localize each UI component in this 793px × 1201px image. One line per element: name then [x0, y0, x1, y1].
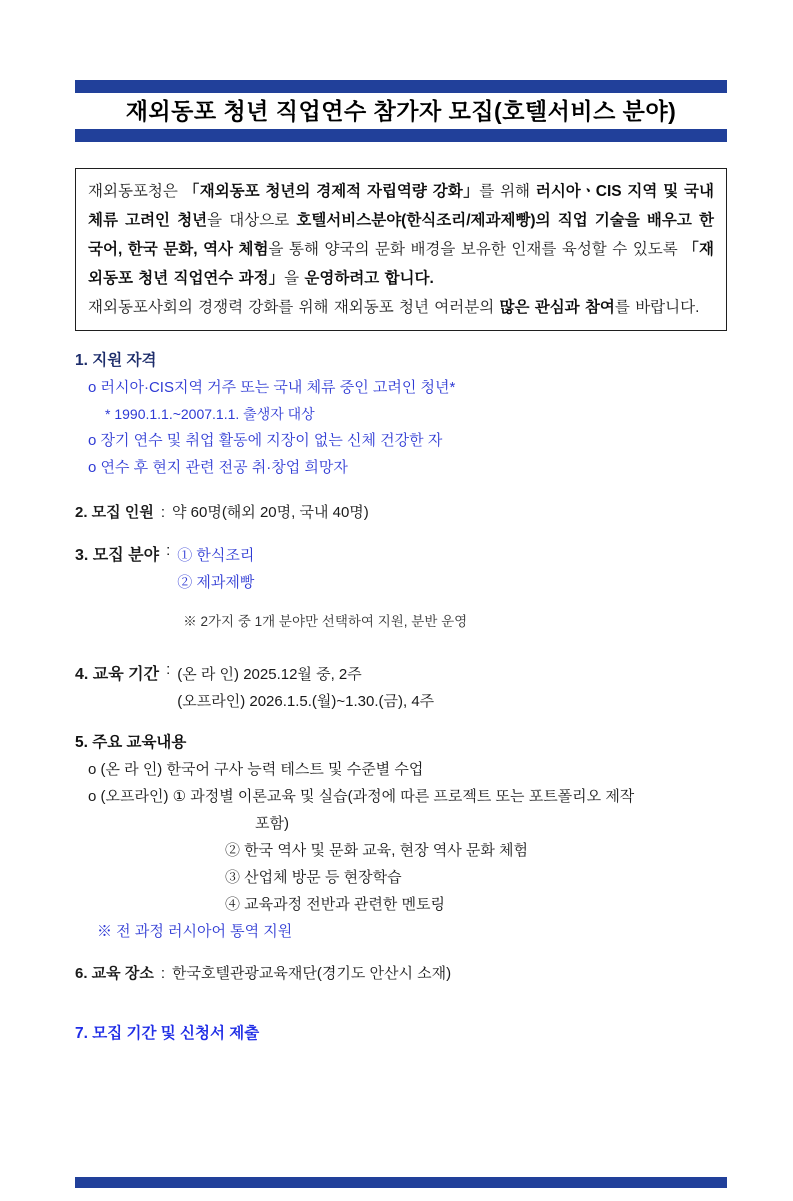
period-online: (온 라 인) 2025.12월 중, 2주	[177, 666, 362, 683]
curriculum-online-item: o (온 라 인) 한국어 구사 능력 테스트 및 수준별 수업	[88, 761, 424, 778]
section-curriculum	[75, 729, 727, 945]
intro-text: 를 바랍니다.	[614, 299, 700, 316]
intro-box	[75, 168, 727, 331]
section-heading-count: 2. 모집 인원	[75, 504, 154, 521]
section-training-period	[75, 661, 727, 715]
title-top-rule	[75, 80, 727, 93]
eligibility-item-residence: o 러시아·CIS지역 거주 또는 국내 체류 중인 고려인 청년*	[88, 379, 456, 396]
venue-value: 한국호텔관광교육재단(경기도 안산시 소재)	[171, 965, 452, 982]
section-heading-period: 4. 교육 기간	[75, 666, 160, 683]
colon-separator: :	[160, 504, 165, 521]
curriculum-offline-item-4: ④ 교육과정 전반과 관련한 멘토링	[225, 896, 446, 913]
eligibility-item-health: o 장기 연수 및 취업 활동에 지장이 없는 신체 건강한 자	[88, 432, 443, 449]
intro-paragraph	[88, 177, 714, 322]
field-selection-note: ※ 2가지 중 1개 분야만 선택하여 지원, 분반 운영	[183, 613, 468, 629]
curriculum-offline-item-3: ③ 산업체 방문 등 현장학습	[225, 869, 402, 886]
footer-rule	[75, 1177, 727, 1188]
curriculum-offline-item-1: o (오프라인) ① 과정별 이론교육 및 실습(과정에 따른 프로젝트 또는 포트폴리오 제작	[88, 788, 635, 805]
eligibility-birth-note: * 1990.1.1.~2007.1.1. 출생자 대상	[105, 406, 315, 422]
colon-separator: :	[166, 661, 171, 678]
intro-text: 재외동포사회의 경쟁력 강화를 위해 재외동포 청년 여러분의	[88, 299, 500, 316]
section-heading-venue: 6. 교육 장소	[75, 965, 154, 982]
title-bottom-rule	[75, 129, 727, 142]
interpretation-note: ※ 전 과정 러시아어 통역 지원	[97, 923, 293, 940]
section-application	[75, 1020, 727, 1047]
curriculum-offline-item-1-cont: 포함)	[255, 815, 289, 832]
curriculum-offline-item-2: ② 한국 역사 및 문화 교육, 현장 역사 문화 체험	[225, 842, 529, 859]
colon-separator: :	[160, 965, 165, 982]
intro-text: 을 대상으로	[207, 212, 297, 229]
eligibility-item-career: o 연수 후 현지 관련 전공 취·창업 희망자	[88, 459, 348, 476]
recruit-count-line	[75, 499, 727, 526]
fields-list	[177, 542, 727, 647]
document-page	[0, 80, 793, 1047]
section-fields	[75, 542, 727, 647]
colon-separator: :	[166, 542, 171, 559]
intro-emphasis: 「재외동포 청년의 경제적 자립역량 강화」	[183, 183, 480, 200]
field-item-baking: ② 제과제빵	[177, 574, 255, 591]
intro-emphasis: 한국어, 한국 문화, 역사 체험	[88, 212, 714, 258]
intro-text: 재외동포청은	[88, 183, 184, 200]
intro-text: 를 위해	[479, 183, 536, 200]
field-item-korean-cooking: ① 한식조리	[177, 547, 255, 564]
section-heading-application: 7. 모집 기간 및 신청서 제출	[75, 1025, 260, 1042]
intro-text: 을 통해 양국의 문화 배경을 보유한 인재를 육성할 수 있도록	[268, 241, 684, 258]
intro-emphasis: 「재외동포 청년 직업연수 과정」	[88, 241, 714, 287]
section-eligibility	[75, 347, 727, 481]
intro-emphasis: 러시아ㆍCIS 지역 및 국내 체류 고려인 청년	[88, 183, 714, 229]
section-venue	[75, 960, 727, 987]
venue-line	[75, 960, 727, 987]
intro-text: 을	[284, 270, 305, 287]
intro-emphasis: 많은 관심과 참여	[499, 299, 615, 316]
intro-emphasis: 운영하려고 합니다.	[304, 270, 434, 287]
intro-emphasis: 호텔서비스분야(한식조리/제과제빵)의 직업 기술을 배우고	[296, 212, 700, 229]
recruit-count-value: 약 60명(해외 20명, 국내 40명)	[171, 504, 369, 521]
period-list	[177, 661, 727, 715]
period-offline: (오프라인) 2026.1.5.(월)~1.30.(금), 4주	[177, 693, 435, 710]
section-recruit-count	[75, 499, 727, 526]
section-heading-curriculum: 5. 주요 교육내용	[75, 734, 187, 751]
section-heading-eligibility: 1. 지원 자격	[75, 352, 157, 369]
page-title: 재외동포 청년 직업연수 참가자 모집(호텔서비스 분야)	[125, 98, 677, 124]
section-heading-fields: 3. 모집 분야	[75, 547, 160, 564]
